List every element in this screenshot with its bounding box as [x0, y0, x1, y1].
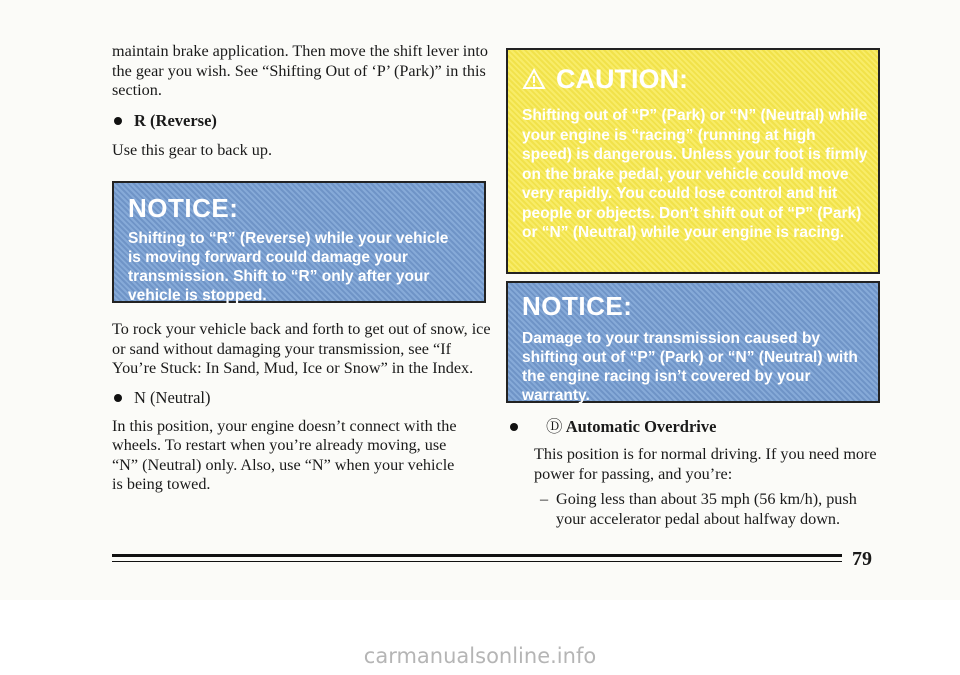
rock-paragraph: To rock your vehicle back and forth to get out of snow, ice or sand without damaging your transmission, see “If You’re Stuck: In Sand, Mud, Ice or Snow” in the Index.: [112, 320, 491, 377]
neutral-text: In this position, your engine doesn’t connect with the wheels. To restart when you’re already moving, use “N” (Neutral) only. Also, use “N” when your vehicle is being towed.: [112, 416, 457, 493]
notice-title: NOTICE:: [128, 193, 239, 223]
reverse-heading-row: [112, 111, 492, 131]
neutral-heading: N (Neutral): [134, 387, 211, 407]
notice-title: NOTICE:: [522, 291, 633, 321]
dash-item-text: Going less than about 35 mph (56 km/h), push your accelerator pedal about halfway down.: [556, 490, 857, 528]
caution-title: CAUTION:: [556, 64, 688, 94]
footer-rule-thin: [112, 561, 842, 562]
overdrive-dash-item: [526, 490, 880, 529]
left-column-lower: [112, 320, 492, 495]
bullet-icon: [510, 423, 518, 431]
overdrive-section: [506, 417, 880, 529]
intro-paragraph: maintain brake application. Then move the shift lever into the gear you wish. See “Shifting Out of ‘P’ (Park)” in this section.: [112, 42, 488, 99]
reverse-text: Use this gear to back up.: [112, 140, 273, 159]
overdrive-symbol-icon: Ⓓ: [546, 417, 563, 436]
caution-title-row: [522, 64, 868, 94]
warning-triangle-icon: [522, 68, 546, 90]
caution-text: Shifting out of “P” (Park) or “N” (Neutral) while your engine is “racing” (running at high speed) is dangerous. Unless your foot is firmly on the brake pedal, your vehicle could move very rapidly. You could lose control and hit people or objects. Don’t shift out of “P” (Park) or “N” (Neutral) while your engine is racing.: [522, 107, 868, 241]
bullet-icon: [114, 394, 122, 402]
footer-rule-thick: [112, 554, 842, 557]
neutral-heading-row: [112, 388, 492, 408]
overdrive-text: This position is for normal driving. If you need more power for passing, and you’re:: [534, 445, 877, 483]
overdrive-heading-row: [506, 417, 880, 437]
notice-text: Damage to your transmission caused by shifting out of “P” (Park) or “N” (Neutral) with the engine racing isn’t covered by your warranty.: [522, 330, 858, 404]
page-number: 79: [852, 548, 872, 570]
notice-text: Shifting to “R” (Reverse) while your vehicle is moving forward could damage your transmission. Shift to “R” only after your vehicle is stopped.: [128, 230, 449, 304]
watermark: carmanualsonline.info: [363, 644, 597, 668]
notice-box-damage: [506, 281, 880, 403]
reverse-heading: R (Reverse): [134, 110, 217, 130]
overdrive-heading: Automatic Overdrive: [565, 417, 717, 436]
dash-icon: –: [540, 490, 549, 508]
left-column: [112, 42, 492, 160]
bullet-icon: [114, 117, 122, 125]
caution-box: [506, 48, 880, 274]
notice-box-reverse: [112, 181, 486, 303]
